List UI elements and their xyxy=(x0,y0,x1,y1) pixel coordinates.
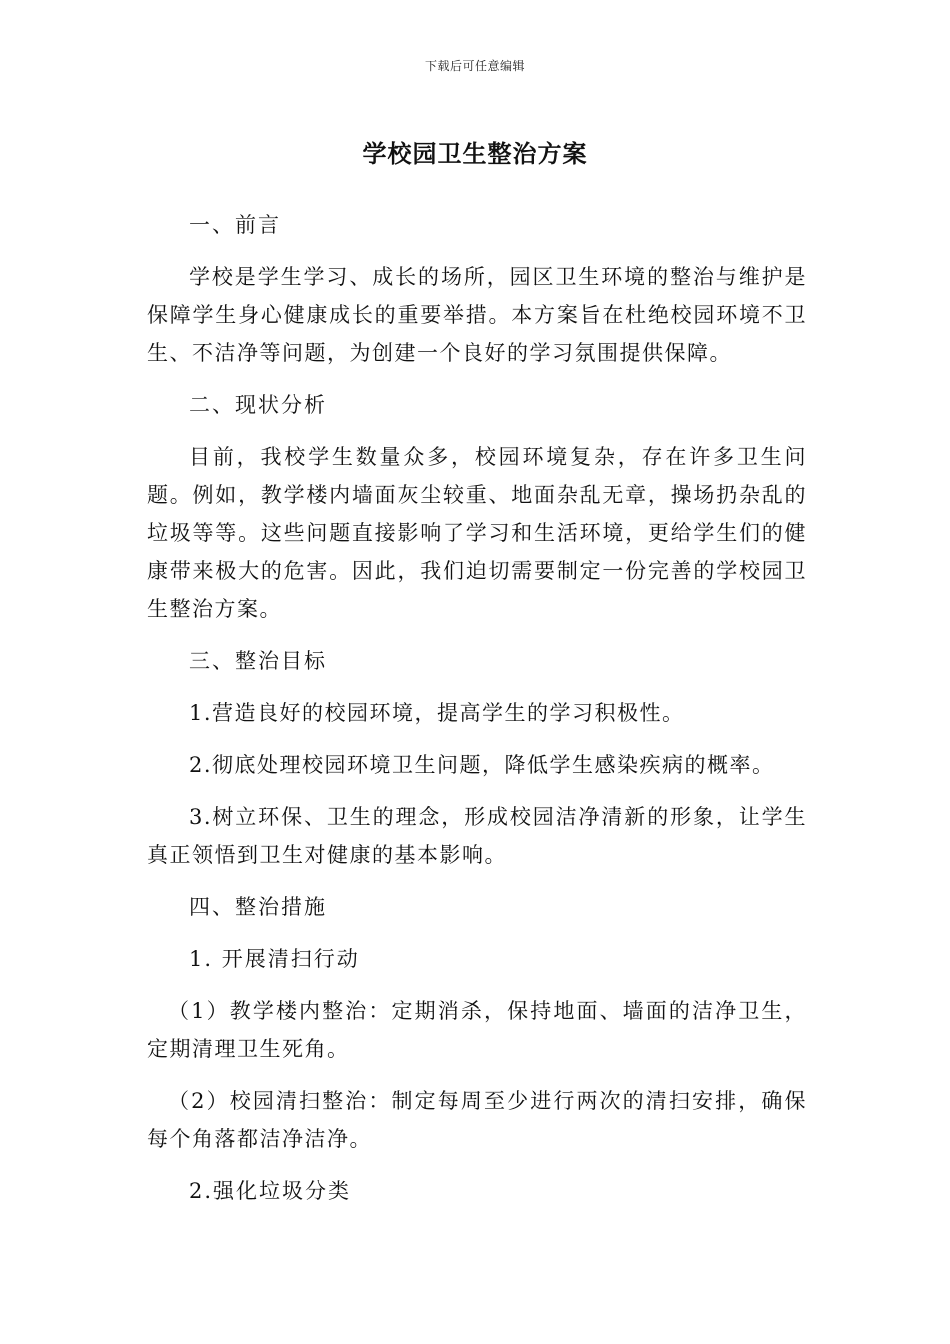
document-title: 学校园卫生整治方案 xyxy=(362,140,588,168)
measure-subitem-1: （1）教学楼内整治：定期消杀，保持地面、墙面的洁净卫生，定期清理卫生死角。 xyxy=(147,999,807,1061)
goal-item-2: 2.彻底处理校园环境卫生问题，降低学生感染疾病的概率。 xyxy=(189,753,775,777)
paragraph-status: 目前，我校学生数量众多，校园环境复杂，存在许多卫生问题。例如，教学楼内墙面灰尘较重、地面杂乱无章，操场扔杂乱的垃圾等等。这些问题直接影响了学习和生活环境，更给学生们的健康带来极大的危害。因此，我们迫切需要制定一份完善的学校园卫生整治方案。 xyxy=(147,445,807,621)
goal-item-1: 1.营造良好的校园环境，提高学生的学习积极性。 xyxy=(189,701,685,725)
measure-subitem-2: （2）校园清扫整治：制定每周至少进行两次的清扫安排，确保每个角落都洁净洁净。 xyxy=(147,1089,807,1151)
section-heading-goals: 三、整治目标 xyxy=(189,649,327,673)
section-heading-preface: 一、前言 xyxy=(189,213,281,237)
goal-item-3: 3.树立环保、卫生的理念，形成校园洁净清新的形象，让学生真正领悟到卫生对健康的基本影响。 xyxy=(147,805,807,867)
measure-item-2: 2.强化垃圾分类 xyxy=(189,1179,352,1203)
section-heading-measures: 四、整治措施 xyxy=(189,895,327,919)
header-note: 下载后可任意编辑 xyxy=(424,59,525,73)
paragraph-preface: 学校是学生学习、成长的场所，园区卫生环境的整治与维护是保障学生身心健康成长的重要举措。本方案旨在杜绝校园环境不卫生、不洁净等问题，为创建一个良好的学习氛围提供保障。 xyxy=(147,265,807,365)
document-body xyxy=(147,206,807,1224)
section-heading-status: 二、现状分析 xyxy=(189,393,327,417)
measure-item-1: 1. 开展清扫行动 xyxy=(189,947,360,971)
